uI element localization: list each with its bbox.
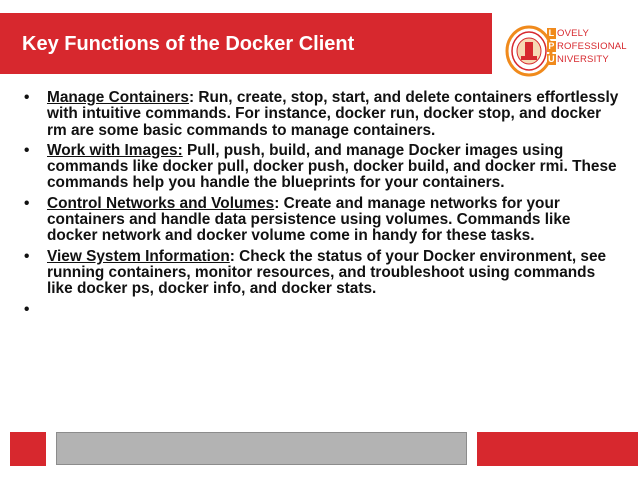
list-item [22, 143, 622, 192]
logo-word: NIVERSITY [557, 54, 609, 65]
bullet-heading: Manage Containers [47, 89, 189, 106]
bullet-list [22, 90, 622, 323]
logo-word: ROFESSIONAL [557, 41, 627, 52]
bullet-text: : Create and manage networks for your containers and handle data persistence using volumes. Commands like docker network and docker volume come in handy for these tasks. [47, 194, 571, 245]
bullet-icon: • [24, 89, 30, 106]
empty-list-item [22, 302, 622, 319]
footer-right-block [477, 432, 638, 466]
list-item [22, 196, 622, 245]
university-seal-icon [505, 25, 553, 77]
slide-header [0, 0, 638, 88]
list-item [22, 249, 622, 298]
logo-letter: U [548, 54, 555, 64]
bullet-heading: Work with Images: [47, 141, 183, 159]
logo-letter: L [548, 28, 555, 38]
bullet-text: : Check the status of your Docker environment, see running containers, monitor resources, and troubleshoot using commands like docker ps, docker info, and docker stats. [47, 247, 607, 298]
slide-title: Key Functions of the Docker Client [22, 33, 355, 55]
logo-letter: P [548, 41, 555, 51]
logo-word: OVELY [557, 28, 589, 39]
university-name-line [547, 40, 627, 53]
university-name-line [547, 27, 627, 40]
university-name [547, 27, 627, 66]
bullet-icon: • [24, 300, 30, 318]
bullet-icon: • [24, 194, 30, 212]
university-name-line [547, 53, 627, 66]
list-item [22, 90, 622, 139]
bullet-icon: • [24, 247, 30, 265]
bullet-text: Pull, push, build, and manage Docker images using commands like docker pull, docker push, docker build, and docker rmi. These commands help you handle the blueprints for your containers. [47, 141, 617, 192]
bullet-heading: Control Networks and Volumes [47, 194, 275, 212]
footer-left-block [10, 432, 46, 466]
bullet-heading: View System Information [47, 247, 230, 265]
footer-center-bar [56, 432, 467, 465]
bullet-icon: • [24, 141, 30, 159]
bullet-text: : Run, create, stop, start, and delete containers effortlessly with intuitive commands. For instance, docker run, docker stop, and docker rm are some basic commands to manage containers. [47, 89, 619, 139]
